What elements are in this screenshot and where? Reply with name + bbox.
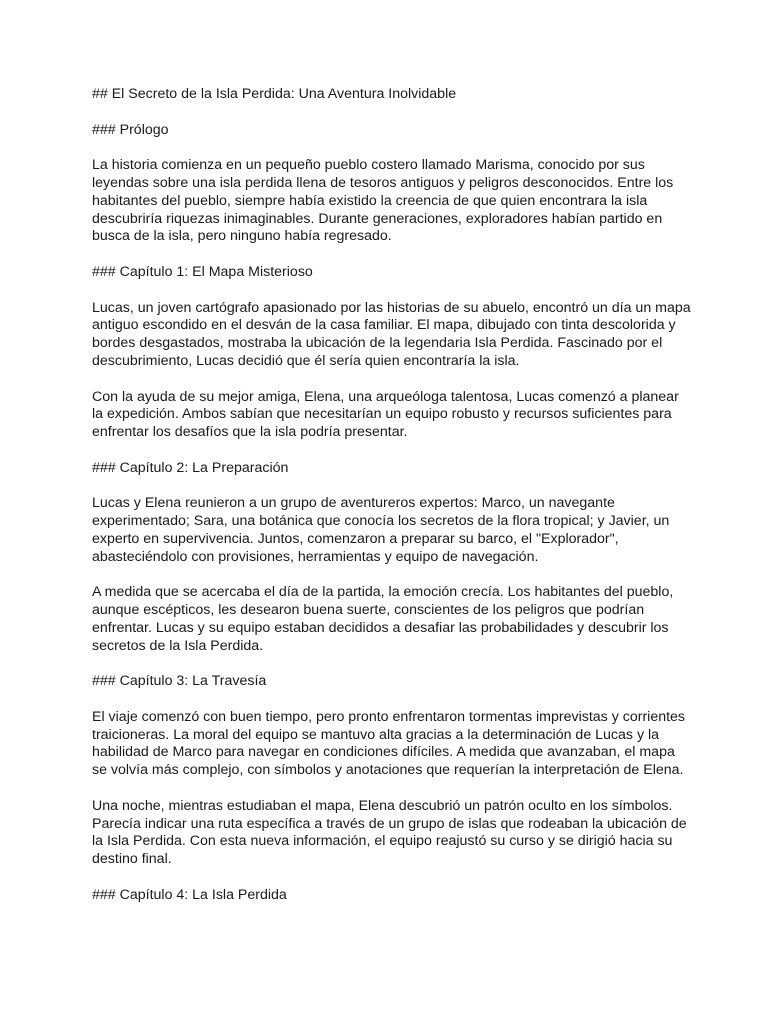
chapter-3-heading: ### Capítulo 3: La Travesía: [92, 673, 267, 690]
chapter-2-heading: ### Capítulo 2: La Preparación: [92, 459, 289, 476]
prologue-paragraph-1: La historia comienza en un pequeño pueblo costero llamado Marisma, conocido por sus leyendas sobre una isla perdida llena de tesoros antiguos y peligros desconocidos. Entre los habitantes del pueblo, siempre había existido la creencia de que quien encontrara la isla descubriría riquezas inimaginables. Durante generaciones, exploradores habían partido en busca de la isla, pero ninguno había regresado.: [92, 157, 674, 245]
chapter-4-heading: ### Capítulo 4: La Isla Perdida: [92, 886, 287, 903]
chapter-2-paragraph-2: A medida que se acercaba el día de la partida, la emoción crecía. Los habitantes del pueblo, aunque escépticos, les desearon buena suerte, conscientes de los peligros que podrían enfrentar. Lucas y su equipo estaban decididos a desafiar las probabilidades y descubrir los secretos de la Isla Perdida.: [92, 584, 674, 654]
chapter-3-paragraph-1: El viaje comenzó con buen tiempo, pero pronto enfrentaron tormentas imprevistas y corrientes traicioneras. La moral del equipo se mantuvo alta gracias a la determinación de Lucas y la habilidad de Marco para navegar en condiciones difíciles. A medida que avanzaban, el mapa se volvía más complejo, con símbolos y anotaciones que requerían la interpretación de Elena.: [92, 708, 686, 779]
chapter-2-paragraph-1: Lucas y Elena reunieron a un grupo de aventureros expertos: Marco, un navegante experimentado; Sara, una botánica que conocía los secretos de la flora tropical; y Javier, un experto en supervivencia. Juntos, comenzaron a preparar su barco, el "Explorador", abasteciéndolo con provisiones, herramientas y equipo de navegación.: [92, 495, 670, 565]
prologue-heading: ### Prólogo: [92, 121, 169, 138]
document-body: [92, 86, 692, 922]
document-title: ## El Secreto de la Isla Perdida: Una Aventura Inolvidable: [92, 86, 457, 102]
chapter-1-paragraph-2: Con la ayuda de su mejor amiga, Elena, una arqueóloga talentosa, Lucas comenzó a planear la expedición. Ambos sabían que necesitarían un equipo robusto y recursos suficientes para enfrentar los desafíos que la isla podría presentar.: [92, 388, 679, 441]
chapter-1-heading: ### Capítulo 1: El Mapa Misterioso: [92, 263, 313, 280]
chapter-3-paragraph-2: Una noche, mientras estudiaban el mapa, Elena descubrió un patrón oculto en los símbolos. Parecía indicar una ruta específica a través de un grupo de islas que rodeaban la ubicación de la Isla Perdida. Con esta nueva información, el equipo reajustó su curso y se dirigió hacia su destino final.: [92, 797, 687, 868]
chapter-1-paragraph-1: Lucas, un joven cartógrafo apasionado por las historias de su abuelo, encontró un día un mapa antiguo escondido en el desván de la casa familiar. El mapa, dibujado con tinta descolorida y bordes desgastados, mostraba la ubicación de la legendaria Isla Perdida. Fascinado por el descubrimiento, Lucas decidió que él sería quien encontraría la isla.: [92, 299, 691, 369]
